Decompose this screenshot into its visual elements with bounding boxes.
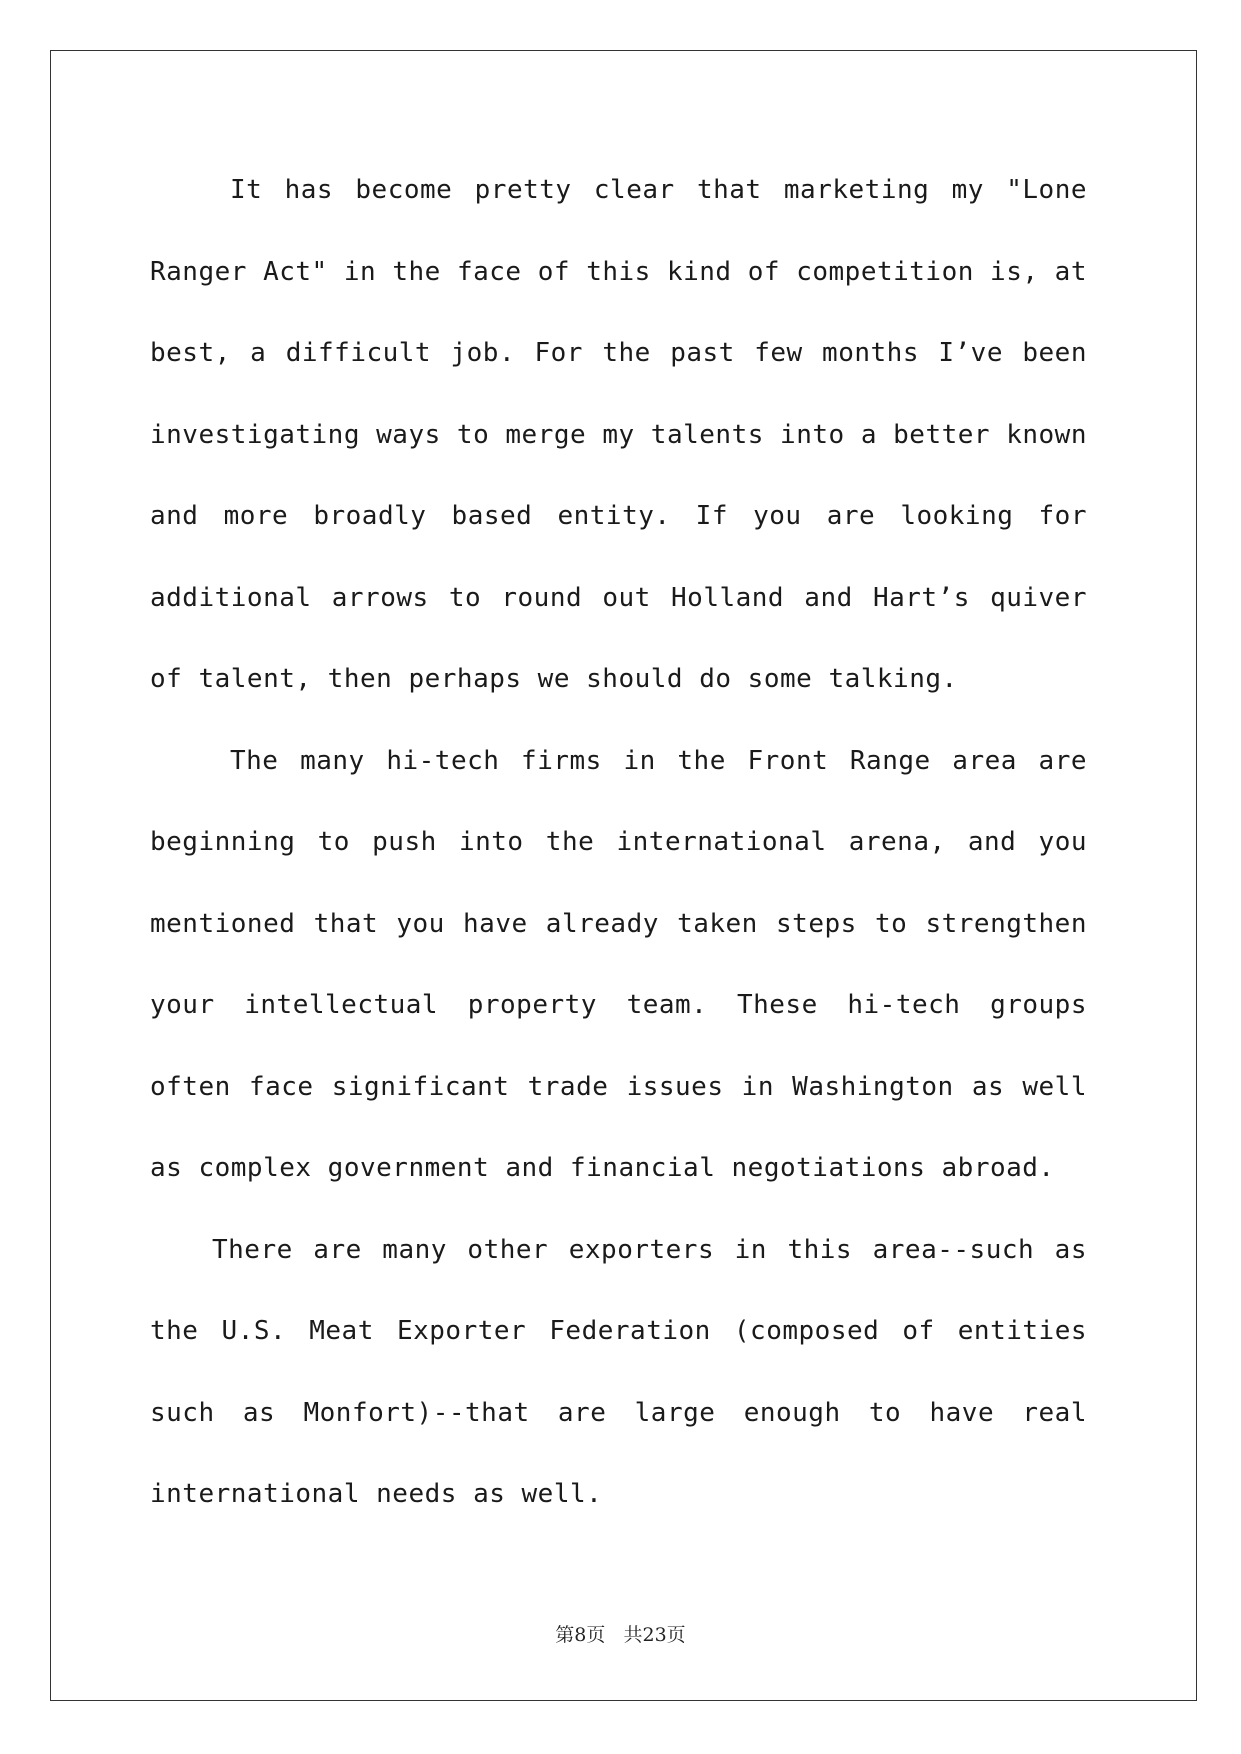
paragraph-3: There are many other exporters in this area--such as the U.S. Meat Exporter Federation (composed of entities such as Monfort)--that are large enough to have real international needs as well. (150, 1234, 1087, 1509)
paragraph-2: The many hi-tech firms in the Front Range area are beginning to push into the international arena, and you mentioned that you have already taken steps to strengthen your intellectual property team. These hi-tech groups often face significant trade issues in Washington as well as complex government and financial negotiations abroad. (150, 745, 1087, 1183)
paragraph-1: It has become pretty clear that marketing my "Lone Ranger Act" in the face of this kind of competition is, at best, a difficult job. For the past few months I’ve been investigating ways to merge my talents into a better known and more broadly based entity. If you are looking for additional arrows to round out Holland and Hart’s quiver of talent, then perhaps we should do some talking. (150, 175, 1087, 694)
page-number-footer: 第8页 共23页 (555, 1624, 686, 1646)
document-body (150, 150, 1087, 1536)
